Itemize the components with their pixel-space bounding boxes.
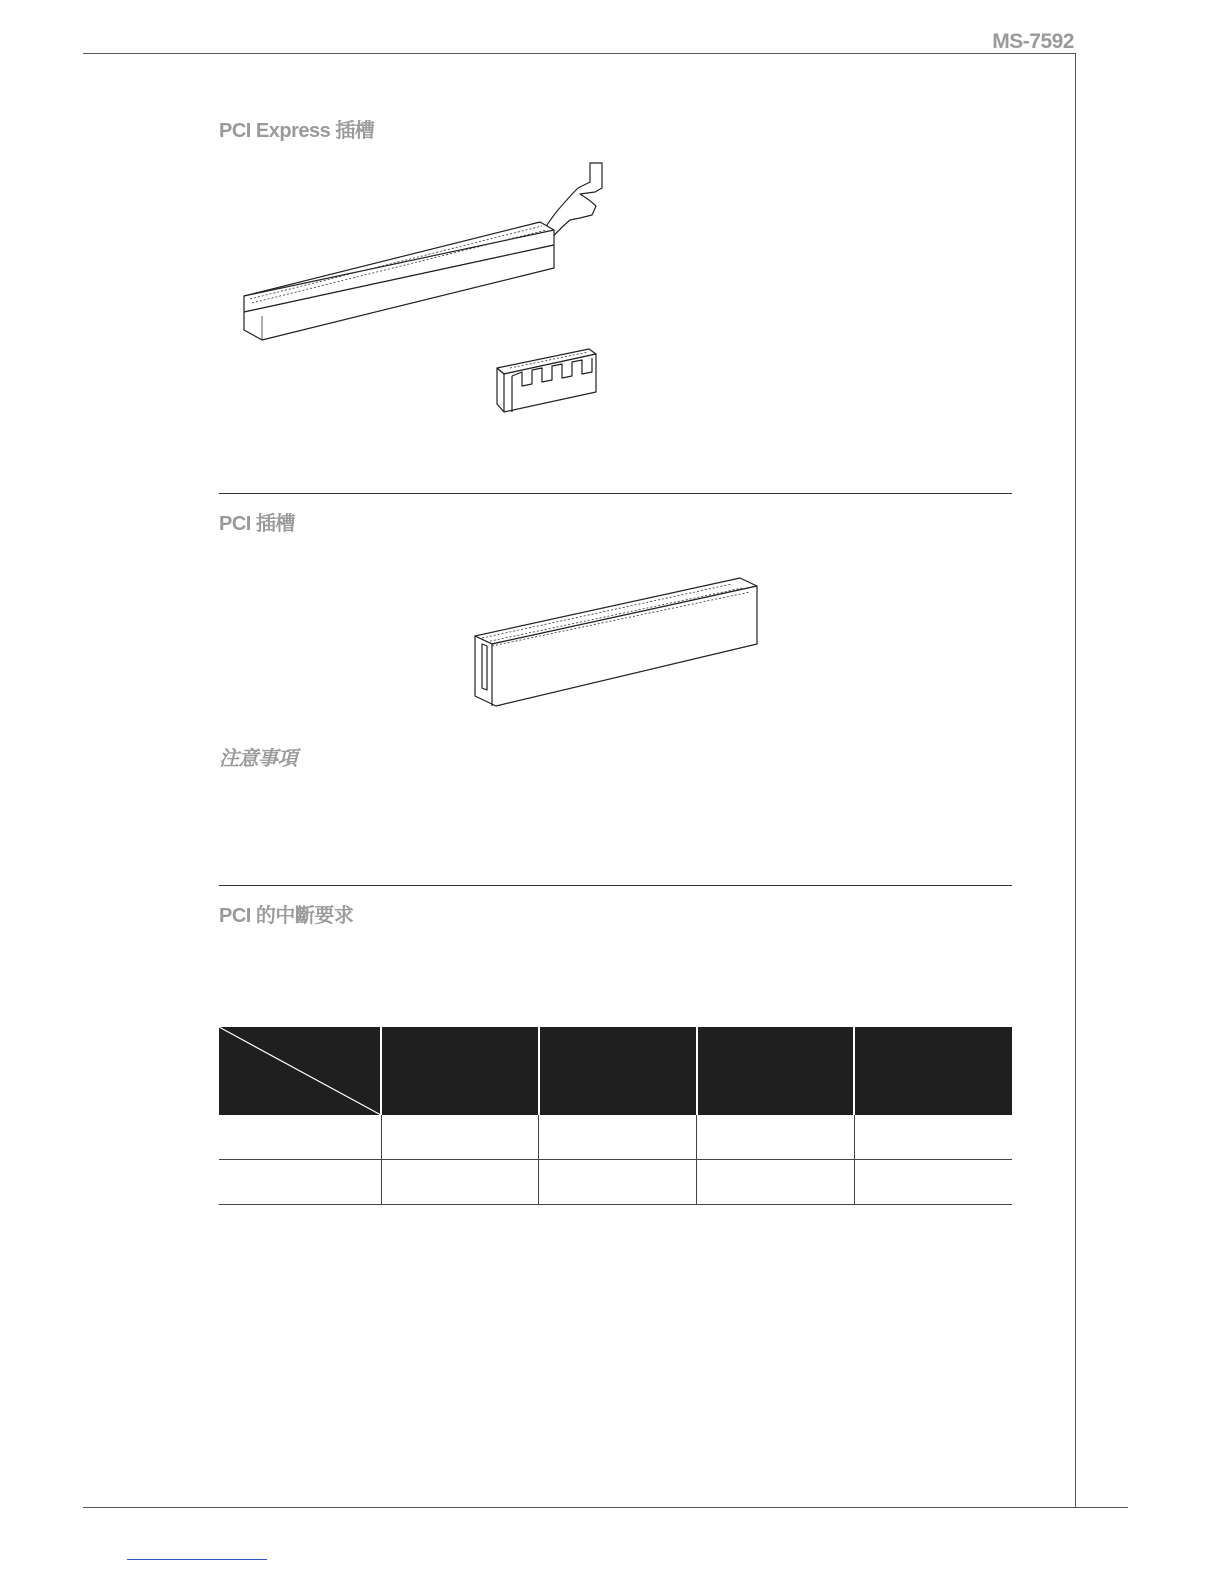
table-cell <box>854 1160 1012 1205</box>
pcie-x1-slot-illustration <box>494 346 604 418</box>
table-header-cell <box>381 1027 539 1115</box>
table-cell <box>381 1160 539 1205</box>
table-cell <box>539 1115 697 1160</box>
table-cell <box>381 1115 539 1160</box>
pcie-x16-slot-illustration <box>240 160 620 345</box>
section-divider <box>219 493 1012 494</box>
table-cell <box>697 1160 855 1205</box>
section-divider <box>219 885 1012 886</box>
notes-heading: 注意事項 <box>219 748 297 770</box>
table-header-cell <box>697 1027 855 1115</box>
pci-slot-heading: PCI 插槽 <box>219 513 295 535</box>
table-cell <box>539 1160 697 1205</box>
model-number: MS-7592 <box>992 30 1074 53</box>
pcie-slot-heading: PCI Express 插槽 <box>219 120 375 142</box>
table-row <box>219 1115 1012 1160</box>
footer-rule <box>83 1507 1128 1508</box>
margin-rule <box>1075 53 1076 1508</box>
diagonal-divider <box>219 1027 381 1115</box>
pci-irq-heading: PCI 的中斷要求 <box>219 905 354 927</box>
table-cell <box>854 1115 1012 1160</box>
pci-slot-illustration <box>470 572 765 712</box>
table-row <box>219 1160 1012 1205</box>
pci-irq-table <box>219 1027 1012 1205</box>
header-rule <box>83 53 1076 54</box>
table-header-row <box>219 1027 1012 1115</box>
table-cell <box>697 1115 855 1160</box>
table-corner-cell <box>219 1027 381 1115</box>
table-header-cell <box>854 1027 1012 1115</box>
footer-link-underline <box>127 1559 267 1560</box>
table-cell <box>219 1160 381 1205</box>
table-cell <box>219 1115 381 1160</box>
table-header-cell <box>539 1027 697 1115</box>
